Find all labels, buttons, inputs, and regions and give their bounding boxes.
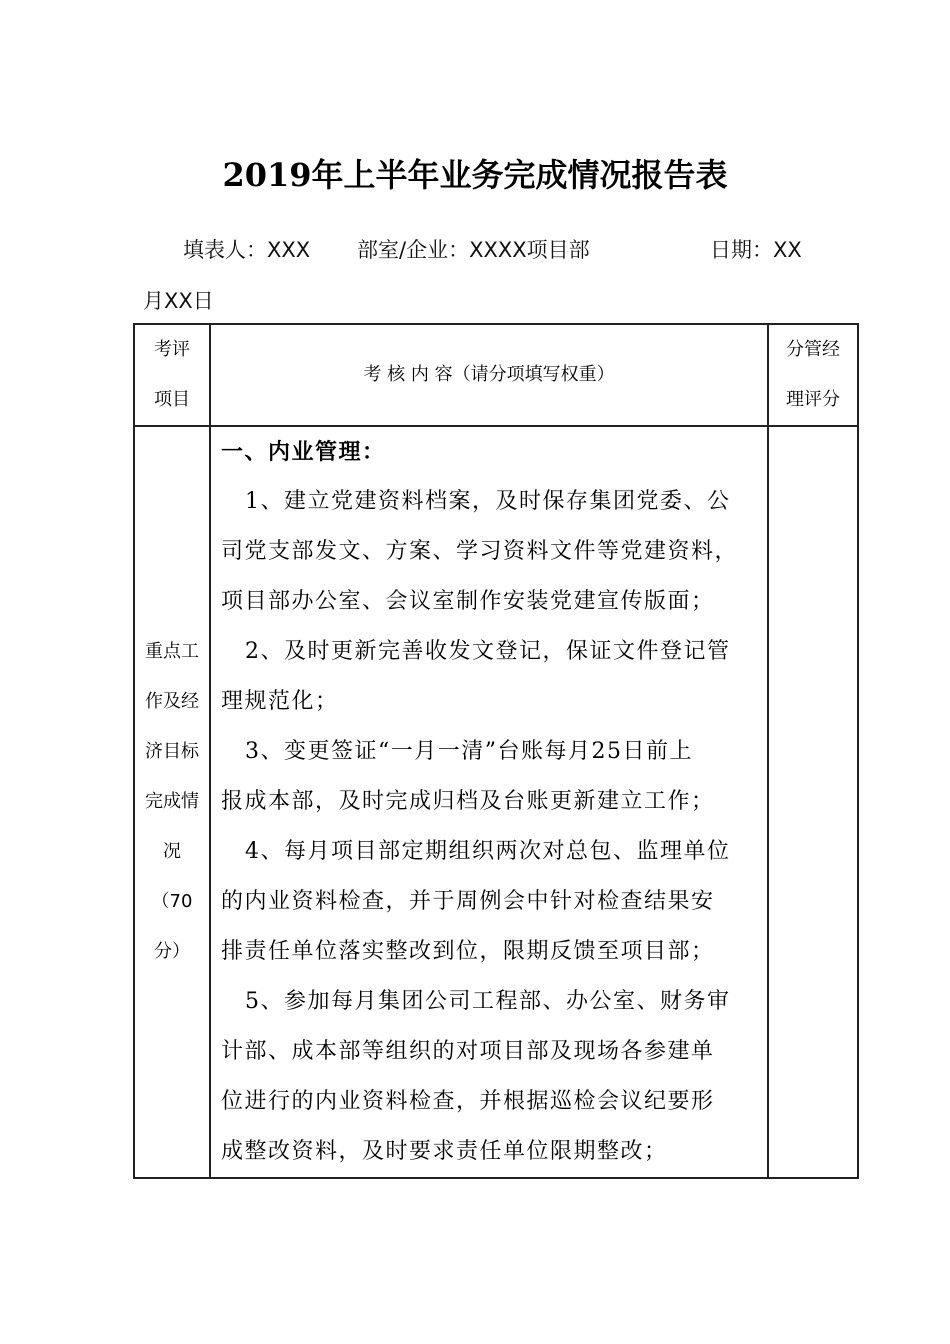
content-line: 项目部办公室、会议室制作安装党建宣传版面； [221,589,715,614]
date-field-part1: 日期：XX [710,238,802,262]
category-line: 完成情 [145,791,199,812]
content-line: 5、参加每月集团公司工程部、办公室、财务审 [245,989,731,1014]
table-row [134,426,858,1178]
date-field-part2: 月XX日 [143,289,214,313]
department-field: 部室/企业：XXXX项目部 [357,238,590,262]
content-line: 位进行的内业资料检查，并根据巡检会议纪要形 [221,1089,715,1114]
content-line: 司党支部发文、方案、学习资料文件等党建资料， [221,539,739,564]
category-line: 济目标 [145,741,199,762]
category-line: 分） [154,941,190,962]
report-table [133,323,859,1179]
header-category-line1: 考评 [154,339,190,360]
content-line: 报成本部，及时完成归档及台账更新建立工作； [221,789,715,814]
content-line: 计部、成本部等组织的对项目部及现场各参建单 [221,1039,715,1064]
page-title: 2019年上半年业务完成情况报告表 [222,156,728,194]
content-line: 理规范化； [221,689,339,714]
filler-field: 填表人：XXX [183,238,311,262]
content-line: 排责任单位落实整改到位，限期反馈至项目部； [221,939,715,964]
header-category-line2: 项目 [154,389,190,410]
category-line: 况 [163,841,181,862]
content-line: 的内业资料检查，并于周例会中针对检查结果安 [221,889,715,914]
content-line: 3、变更签证“一月一清”台账每月25日前上 [245,739,693,764]
category-line: （70 [151,891,193,912]
score-cell[interactable] [768,426,858,1178]
content-line: 2、及时更新完善收发文登记，保证文件登记管 [245,639,731,664]
table-header-row [134,324,858,426]
category-cell [134,426,210,1178]
category-line: 作及经 [145,691,199,712]
category-line: 重点工 [145,641,199,662]
content-line: 4、每月项目部定期组织两次对总包、监理单位 [245,839,731,864]
content-line: 成整改资料，及时要求责任单位限期整改； [221,1139,668,1164]
header-cell-content: 考 核 内 容（请分项填写权重） [210,324,768,426]
content-cell [210,426,768,1178]
content-line: 1、建立党建资料档案，及时保存集团党委、公 [245,489,731,514]
header-score-line2: 理评分 [786,389,840,410]
section-title: 一、内业管理： [221,439,386,465]
header-cell-category [134,324,210,426]
header-cell-score [768,324,858,426]
header-score-line1: 分管经 [786,339,840,360]
